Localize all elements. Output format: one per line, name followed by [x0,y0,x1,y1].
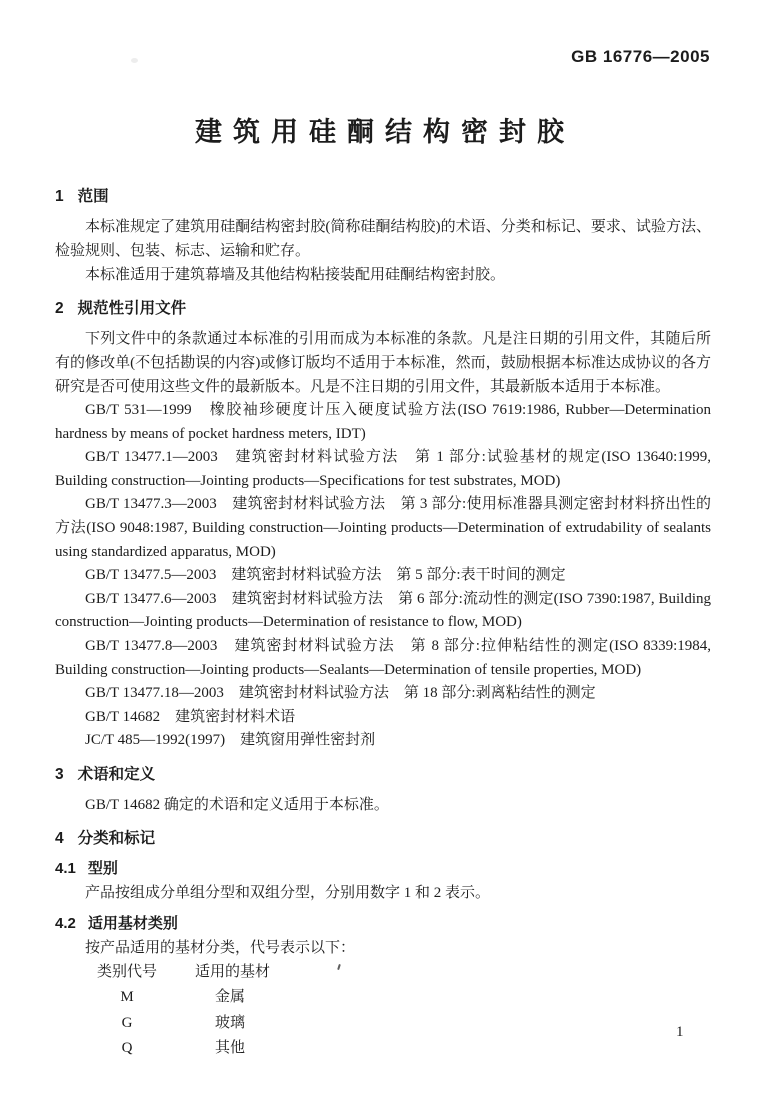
section-number: 3 [55,765,64,783]
substrate-cell: 其他 [215,1040,246,1057]
document-body [55,186,711,1062]
standard-code: GB 16776—2005 [571,47,710,66]
section-title: 范围 [77,188,109,205]
code-cell: G [121,1014,133,1031]
reference-item: GB/T 13477.3—2003 建筑密封材料试验方法 第 3 部分:使用标准器具测定密封材料挤出性的方法(ISO 9048:1987, Building construction—Jointing products—Determination of extrudability of sealants using standardized apparatus, MOD) [55,496,711,560]
reference-item: JC/T 485—1992(1997) 建筑窗用弹性密封剂 [85,732,376,749]
table-row [91,1036,711,1062]
code-cell: M [120,989,134,1006]
code-cell: Q [121,1040,133,1057]
section-number: 2 [55,300,64,317]
reference-item: GB/T 13477.6—2003 建筑密封材料试验方法 第 6 部分:流动性的测定(ISO 7390:1987, Building construction—Jointing products—Determination of resistance to flow, MOD) [55,590,711,631]
reference-item: GB/T 14682 建筑密封材料术语 [85,708,296,725]
reference-item: GB/T 531—1999 橡胶袖珍硬度计压入硬度试验方法(ISO 7619:1986, Rubber—Determination hardness by means of pocket hardness meters, IDT) [55,402,711,442]
table-header-row [91,960,711,986]
col-header-substrate: 适用的基材 [195,963,271,980]
reference-item: GB/T 13477.5—2003 建筑密封材料试验方法 第 5 部分:表干时间的测定 [85,567,566,584]
terms-paragraph: GB/T 14682 确定的术语和定义适用于本标准。 [85,796,389,813]
col-header-code: 类别代号 [96,963,157,980]
subsection-number: 4.2 [55,914,76,932]
reference-list [55,399,711,753]
substrate-cell: 玻璃 [215,1014,246,1031]
section-2-heading [55,298,711,320]
scope-paragraph: 本标准适用于建筑幕墙及其他结构粘接装配用硅酮结构密封胶。 [85,267,506,283]
table-row [91,1011,711,1037]
page-number: 1 [676,1024,684,1040]
scan-artifact [131,58,138,63]
section-4-heading [55,828,711,850]
scope-paragraph: 本标准规定了建筑用硅酮结构密封胶(简称硅酮结构胶)的术语、分类和标记、要求、试验方法、检验规则、包装、标志、运输和贮存。 [55,219,711,259]
reference-item: GB/T 13477.18—2003 建筑密封材料试验方法 第 18 部分:剥离粘结性的测定 [85,685,596,702]
normative-intro-paragraph: 下列文件中的条款通过本标准的引用而成为本标准的条款。凡是注日期的引用文件，其随后所有的修改单(不包括勘误的内容)或修订版均不适用于本标准，然而，鼓励根据本标准达成协议的各方研究是否可使用这些文件的最新版本。凡是不注日期的引用文件，其最新版本适用于本标准。 [55,331,711,395]
document-title: 建筑用硅酮结构密封胶 [195,117,575,147]
subsection-4-1-heading [55,857,711,880]
subsection-4-2-heading [55,912,711,935]
type-paragraph: 产品按组成分单组分型和双组分型，分别用数字 1 和 2 表示。 [85,884,491,901]
section-title: 术语和定义 [77,765,156,783]
section-title: 分类和标记 [77,829,156,847]
substrate-paragraph: 按产品适用的基材分类，代号表示以下： [85,939,356,956]
table-row [91,985,711,1011]
section-number: 1 [55,188,64,205]
reference-item: GB/T 13477.8—2003 建筑密封材料试验方法 第 8 部分:拉伸粘结性的测定(ISO 8339:1984, Building construction—Jointing products—Sealants—Determination of tensile properties, MOD) [55,637,711,678]
section-3-heading [55,764,711,786]
subsection-title: 适用基材类别 [87,914,178,932]
substrate-cell: 金属 [215,989,246,1006]
section-number: 4 [55,829,64,847]
subsection-title: 型别 [87,859,118,877]
subsection-number: 4.1 [55,859,76,877]
section-1-heading [55,186,711,208]
substrate-table [91,960,711,1062]
section-title: 规范性引用文件 [77,300,187,317]
reference-item: GB/T 13477.1—2003 建筑密封材料试验方法 第 1 部分:试验基材的规定(ISO 13640:1999, Building construction—Jointing products—Specifications for test substrates, MOD) [55,449,711,489]
